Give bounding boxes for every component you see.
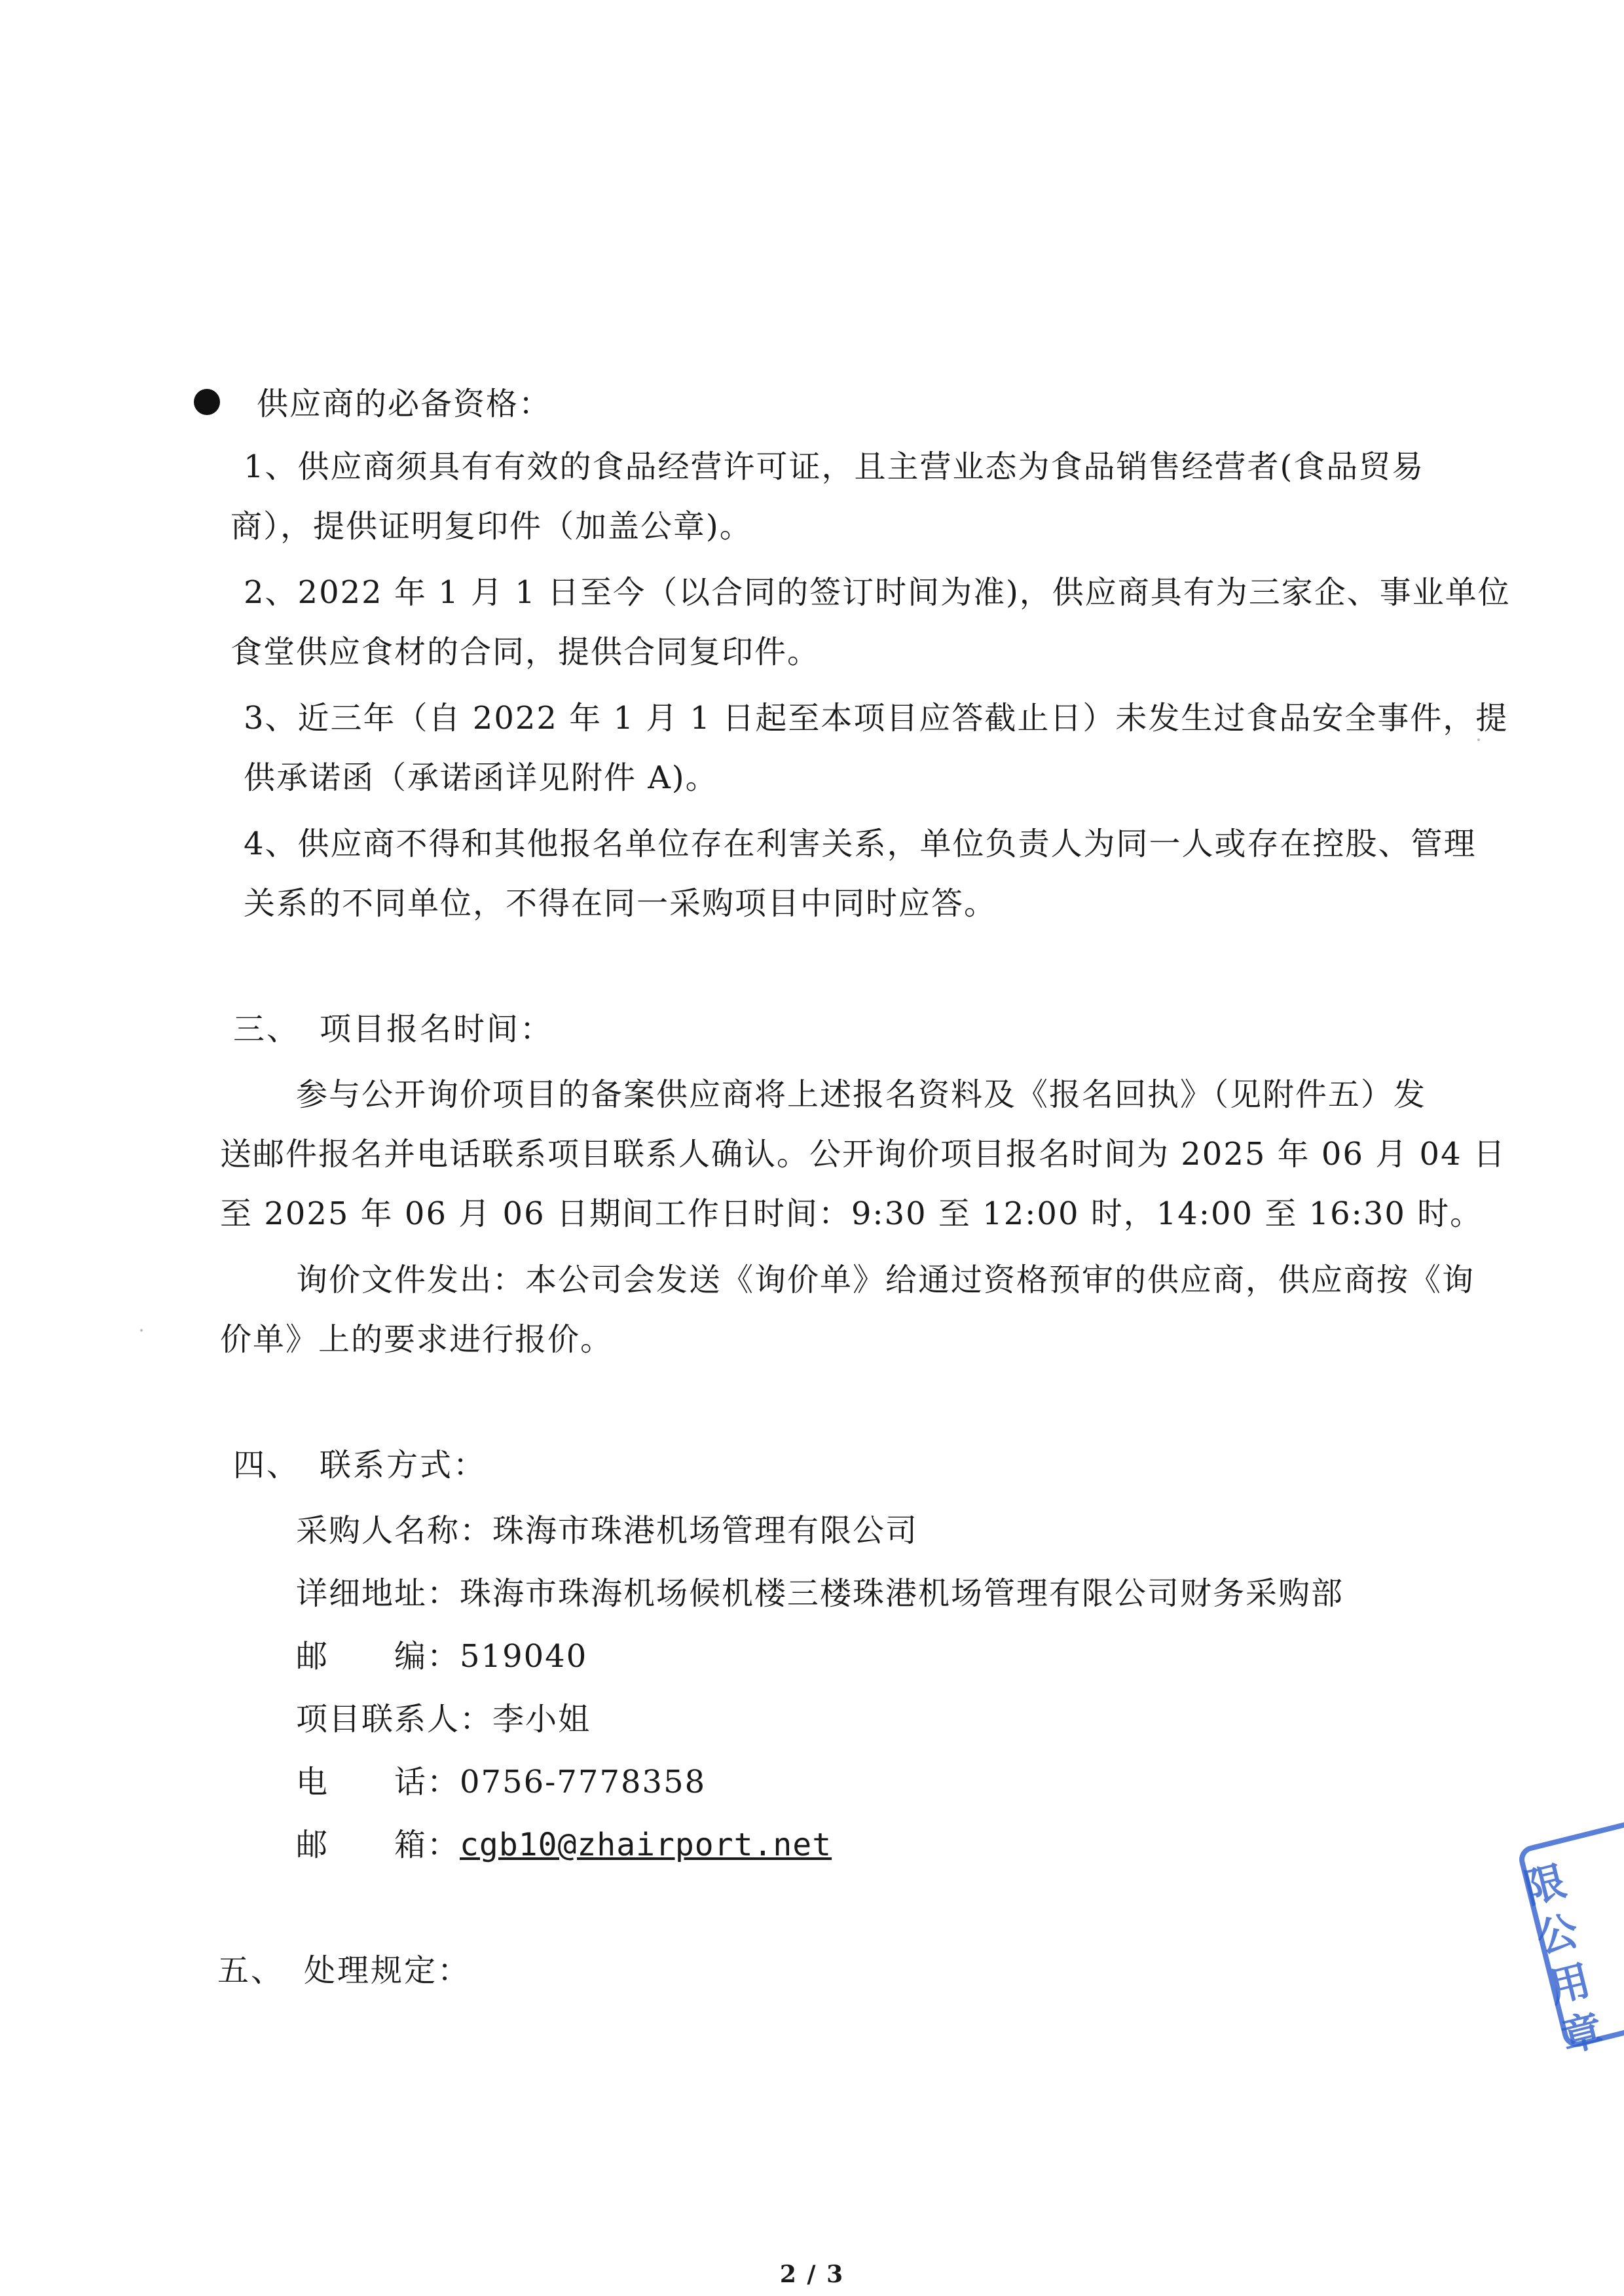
section-3-p2-line-1: 询价文件发出：本公司会发送《询价单》给通过资格预审的供应商，供应商按《询	[296, 1262, 1475, 1298]
qualifications-title: 供应商的必备资格：	[257, 386, 552, 422]
contact-person: 项目联系人：李小姐	[296, 1701, 591, 1738]
qualification-3-line-1: 3、近三年（自 2022 年 1 月 1 日起至本项目应答截止日）未发生过食品安全事件，提	[244, 700, 1509, 737]
qualification-3-line-2: 供承诺函（承诺函详见附件 A)。	[244, 759, 718, 796]
scan-speck	[140, 1329, 143, 1332]
qualification-2-line-2: 食堂供应食材的合同，提供合同复印件。	[231, 634, 821, 670]
section-3-p1-line-1: 参与公开询价项目的备案供应商将上述报名资料及《报名回执》（见附件五）发	[296, 1076, 1427, 1113]
postcode-label: 邮 编：	[296, 1638, 460, 1675]
qualification-1-line-1: 1、供应商须具有有效的食品经营许可证，且主营业态为食品销售经营者(食品贸易	[244, 448, 1425, 485]
qualification-4-line-2: 关系的不同单位，不得在同一采购项目中同时应答。	[244, 885, 997, 922]
section-4-heading	[233, 1444, 487, 1486]
section-3-heading	[233, 1008, 553, 1050]
section-3-p1-line-2: 送邮件报名并电话联系项目联系人确认。公开询价项目报名时间为 2025 年 06 月 04 日	[220, 1136, 1506, 1173]
qualification-2-line-1: 2、2022 年 1 月 1 日至今（以合同的签订时间为准)，供应商具有为三家企、事业单位	[244, 574, 1511, 611]
email-link[interactable]: cgb10@zhairport.net	[460, 1827, 832, 1863]
email-row	[296, 1824, 832, 1866]
section-3-p1-line-3: 至 2025 年 06 月 06 日期间工作日时间：9:30 至 12:00 时，14:00 至 16:30 时。	[220, 1195, 1483, 1232]
purchaser-name: 采购人名称：珠海市珠港机场管理有限公司	[296, 1512, 919, 1549]
section-3-p2-line-2: 价单》上的要求进行报价。	[220, 1321, 614, 1358]
company-seal-text: 限公 用章	[1519, 1856, 1610, 2062]
phone-row	[296, 1761, 706, 1803]
section-5-title: 处理规定：	[304, 1952, 471, 1989]
section-5-number: 五、	[217, 1952, 285, 1989]
section-3-title: 项目报名时间：	[320, 1011, 554, 1048]
qualification-4-line-1: 4、供应商不得和其他报名单位存在利害关系，单位负责人为同一人或存在控股、管理	[244, 826, 1477, 862]
page-number: 2 / 3	[779, 2261, 845, 2288]
scan-speck	[1477, 738, 1480, 741]
section-4-title: 联系方式：	[320, 1447, 487, 1484]
postcode-row	[296, 1635, 587, 1677]
bullet-dot	[194, 389, 220, 415]
address: 详细地址：珠海市珠海机场候机楼三楼珠港机场管理有限公司财务采购部	[296, 1575, 1344, 1612]
section-3-number: 三、	[233, 1011, 301, 1048]
email-label: 邮 箱：	[296, 1827, 460, 1863]
postcode-value: 519040	[460, 1638, 588, 1675]
phone-value: 0756-7778358	[460, 1764, 707, 1800]
qualification-1-line-2: 商），提供证明复印件（加盖公章)。	[231, 508, 752, 545]
section-5-heading	[217, 1950, 471, 1992]
phone-label: 电 话：	[296, 1764, 460, 1800]
section-4-number: 四、	[233, 1447, 301, 1484]
